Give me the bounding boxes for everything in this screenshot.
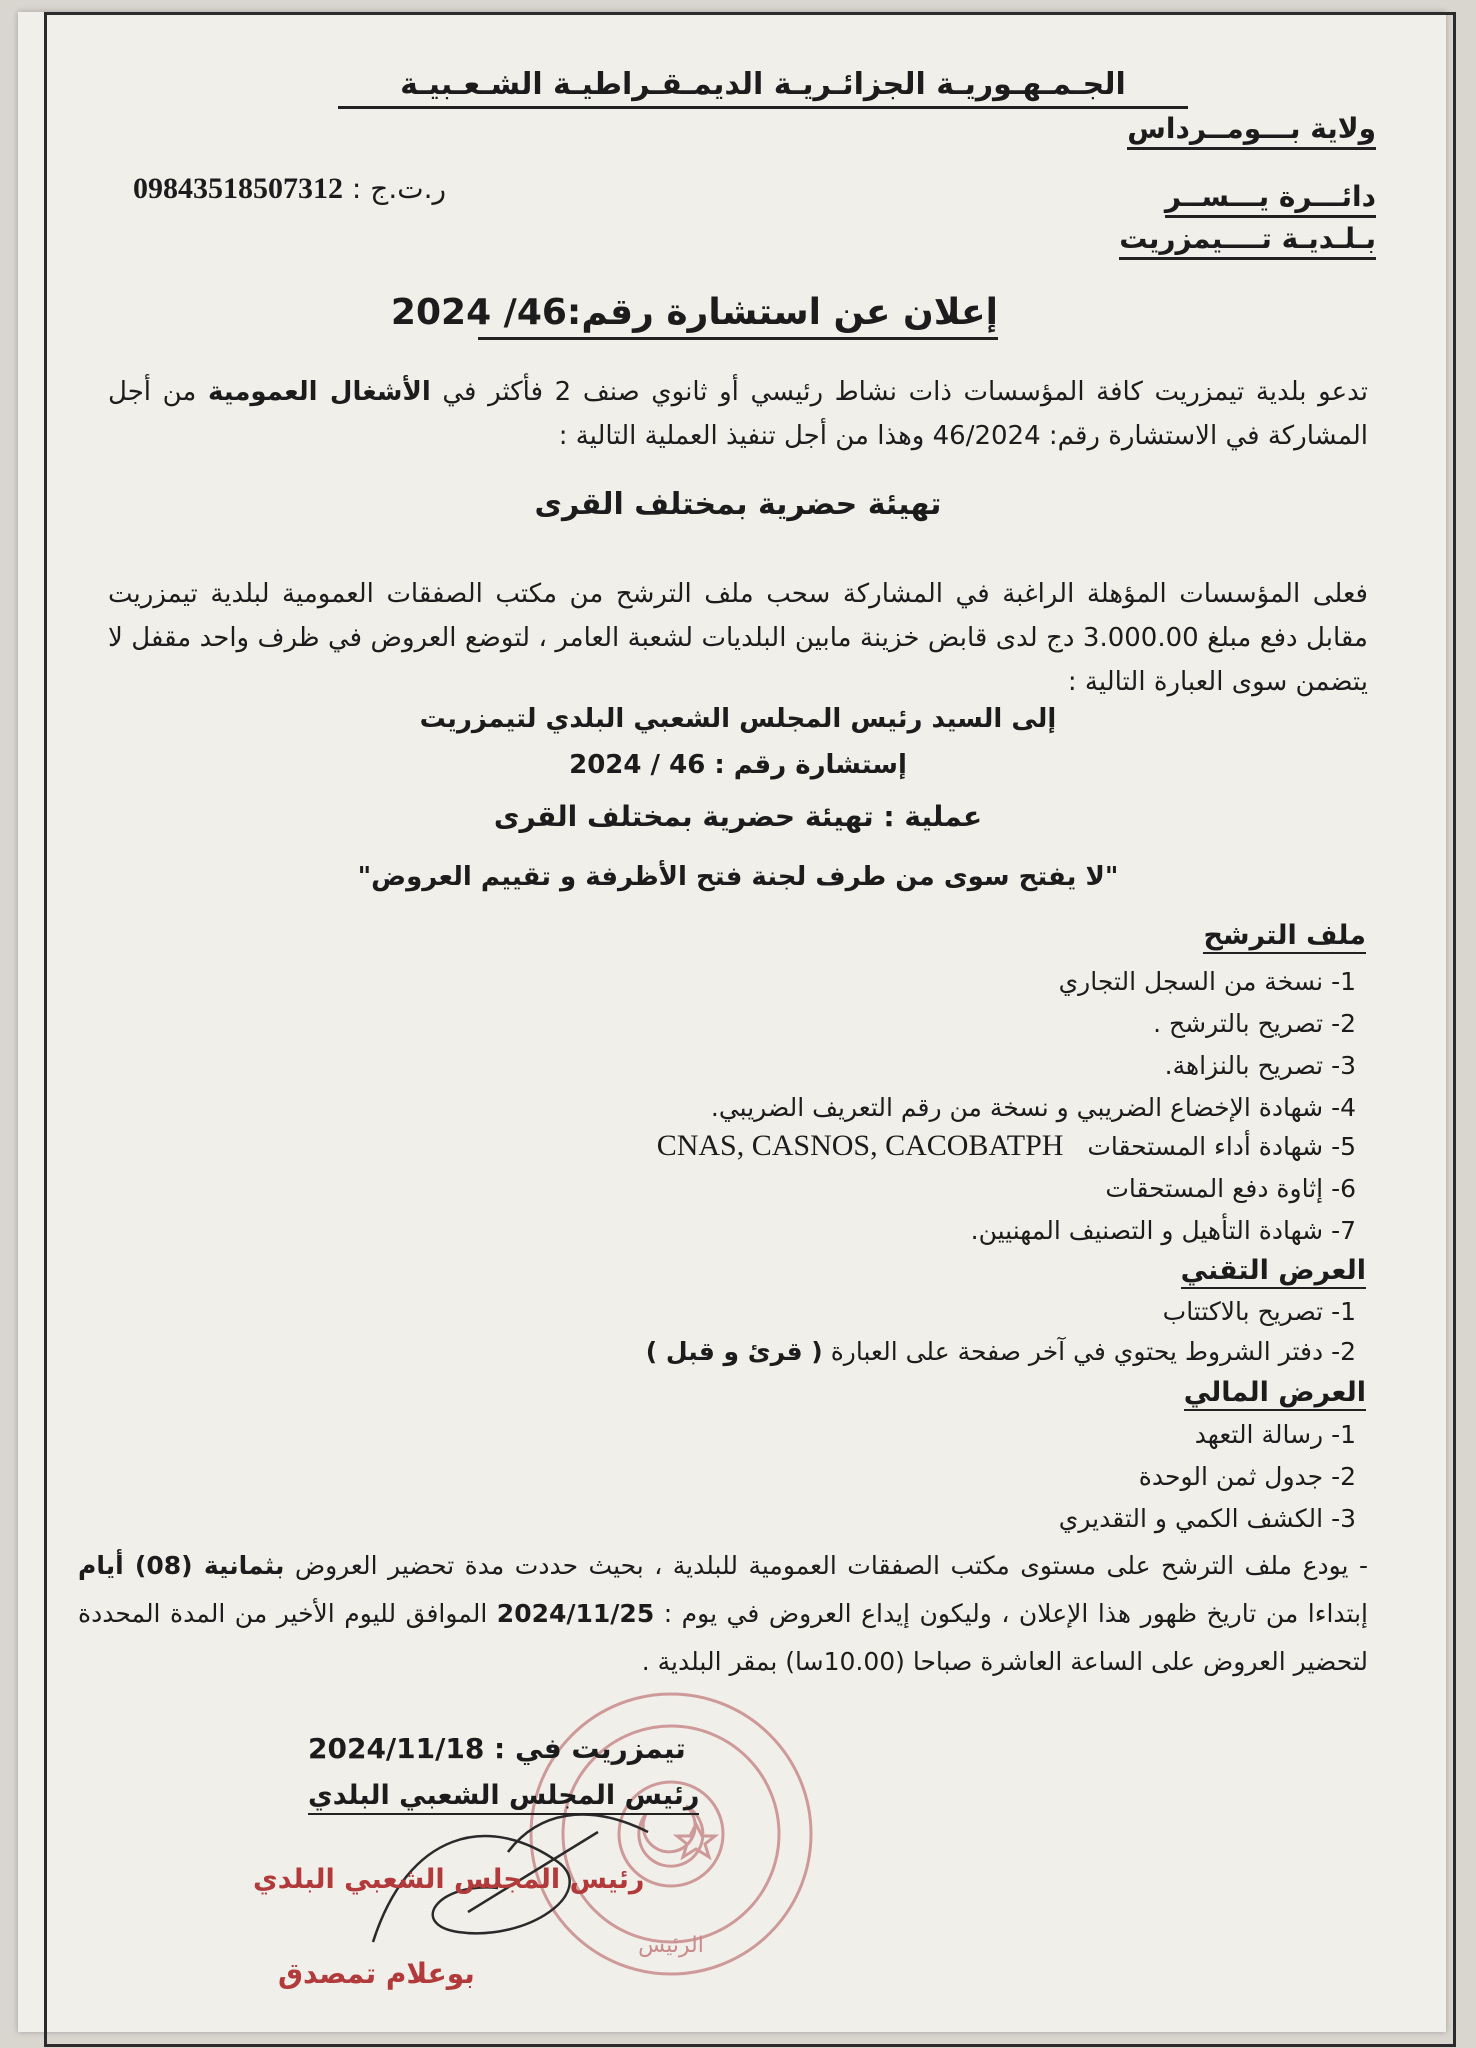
list-item: 3- تصريح بالنزاهة. <box>1164 1051 1356 1080</box>
list-item: 2- جدول ثمن الوحدة <box>1138 1462 1356 1491</box>
envelope-to: إلى السيد رئيس المجلس الشعبي البلدي لتيمزريت <box>419 704 1057 734</box>
tax-id <box>133 172 446 206</box>
issue-date: تيمزريت في : 2024/11/18 <box>308 1732 686 1765</box>
deposit-date: 2024/11/25 <box>496 1599 655 1628</box>
prep-duration: بثمانية (08) أيام <box>78 1551 285 1580</box>
social-bodies: CNAS, CASNOS, CACOBATPH <box>656 1129 1064 1162</box>
list-item: 7- شهادة التأهيل و التصنيف المهنيين. <box>970 1216 1356 1245</box>
tax-id-number: 09843518507312 <box>133 172 343 205</box>
envelope-operation: عملية : تهيئة حضرية بمختلف القرى <box>493 800 983 833</box>
daira-line: دائـــرة يـــســر <box>1165 180 1376 218</box>
list-item: 5- شهادة أداء المستحقات CNAS, CASNOS, CACOBATPH <box>656 1129 1356 1162</box>
tax-id-label: ر.ت.ج : <box>351 172 446 205</box>
operation-name: تهيئة حضرية بمختلف القرى <box>534 487 942 522</box>
financial-heading: العرض المالي <box>1184 1377 1366 1411</box>
list-item: 4- شهادة الإخضاع الضريبي و نسخة من رقم التعريف الضريبي. <box>710 1093 1356 1122</box>
republic-header: الجـمـهـوريـة الجزائـريـة الديمـقـراطيـة الشـعـبيـة <box>338 67 1188 109</box>
intro-line2: من أجل المشاركة في الاستشارة رقم: 46/2024 وهذا من أجل تنفيذ العملية التالية : <box>108 377 1368 451</box>
candidature-heading: ملف الترشح <box>1203 920 1366 954</box>
intro-paragraph <box>108 370 1368 458</box>
intro-line1: تدعو بلدية تيمزريت كافة المؤسسات ذات نشاط رئيسي أو ثانوي صنف 2 فأكثر في <box>430 377 1368 407</box>
list-item: 2- تصريح بالترشح . <box>1153 1009 1356 1038</box>
technical-heading: العرض التقني <box>1181 1255 1366 1289</box>
deposit-paragraph: - يودع ملف الترشح على مستوى مكتب الصفقات العمومية للبلدية ، بحيث حددت مدة تحضير العروض بثمانية (08) أيام إبتداءا من تاريخ ظهور هذا الإعلان ، وليكون إيداع العروض في يوم : 2024/11/25 الموافق لليوم الأخير من المدة المحددة لتحضير العروض على الساعة العاشرة صباحا (10.00سا) بمقر البلدية . <box>78 1551 1369 1676</box>
list-item: 3- الكشف الكمي و التقديري <box>1058 1504 1356 1533</box>
list-item: 1- رسالة التعهد <box>1194 1420 1356 1449</box>
stamp-name: بوعلام تمصدق <box>278 1957 475 1990</box>
seal-bottom-text: الرئيس <box>638 1933 704 1958</box>
stamp-title: رئيس المجلس الشعبي البلدي <box>253 1864 645 1895</box>
signatory-title: رئيس المجلس الشعبي البلدي <box>308 1780 699 1815</box>
announcement-title: إعلان عن استشارة رقم:46/ 2024 <box>478 292 998 340</box>
list-item: 1- نسخة من السجل التجاري <box>1058 967 1356 996</box>
wilaya-line: ولاية بـــومــرداس <box>1127 112 1376 150</box>
document-page <box>18 12 1446 2032</box>
instructions-paragraph: فعلى المؤسسات المؤهلة الراغبة في المشاركة سحب ملف الترشح من مكتب الصفقات العمومية لبلدية تيمزريت مقابل دفع مبلغ 3.000.00 دج لدى قابض خزينة مابين البلديات لشعبة العامر ، لتوضع العروض في ظرف واحد مقفل لا يتضمن سوى العبارة التالية : <box>108 579 1368 697</box>
intro-domain: الأشغال العمومية <box>207 377 431 407</box>
envelope-notice: "لا يفتح سوى من طرف لجنة فتح الأظرفة و تقييم العروض" <box>357 862 1119 892</box>
list-item: 2- دفتر الشروط يحتوي في آخر صفحة على العبارة ( قرئ و قبل ) <box>645 1337 1356 1366</box>
baladia-line: بـلـديـة تــــيمزريت <box>1119 222 1376 260</box>
list-item: 1- تصريح بالاكتتاب <box>1162 1297 1356 1326</box>
list-item: 6- إثاوة دفع المستحقات <box>1105 1174 1356 1203</box>
envelope-consult: إستشارة رقم : 46 / 2024 <box>569 750 907 780</box>
